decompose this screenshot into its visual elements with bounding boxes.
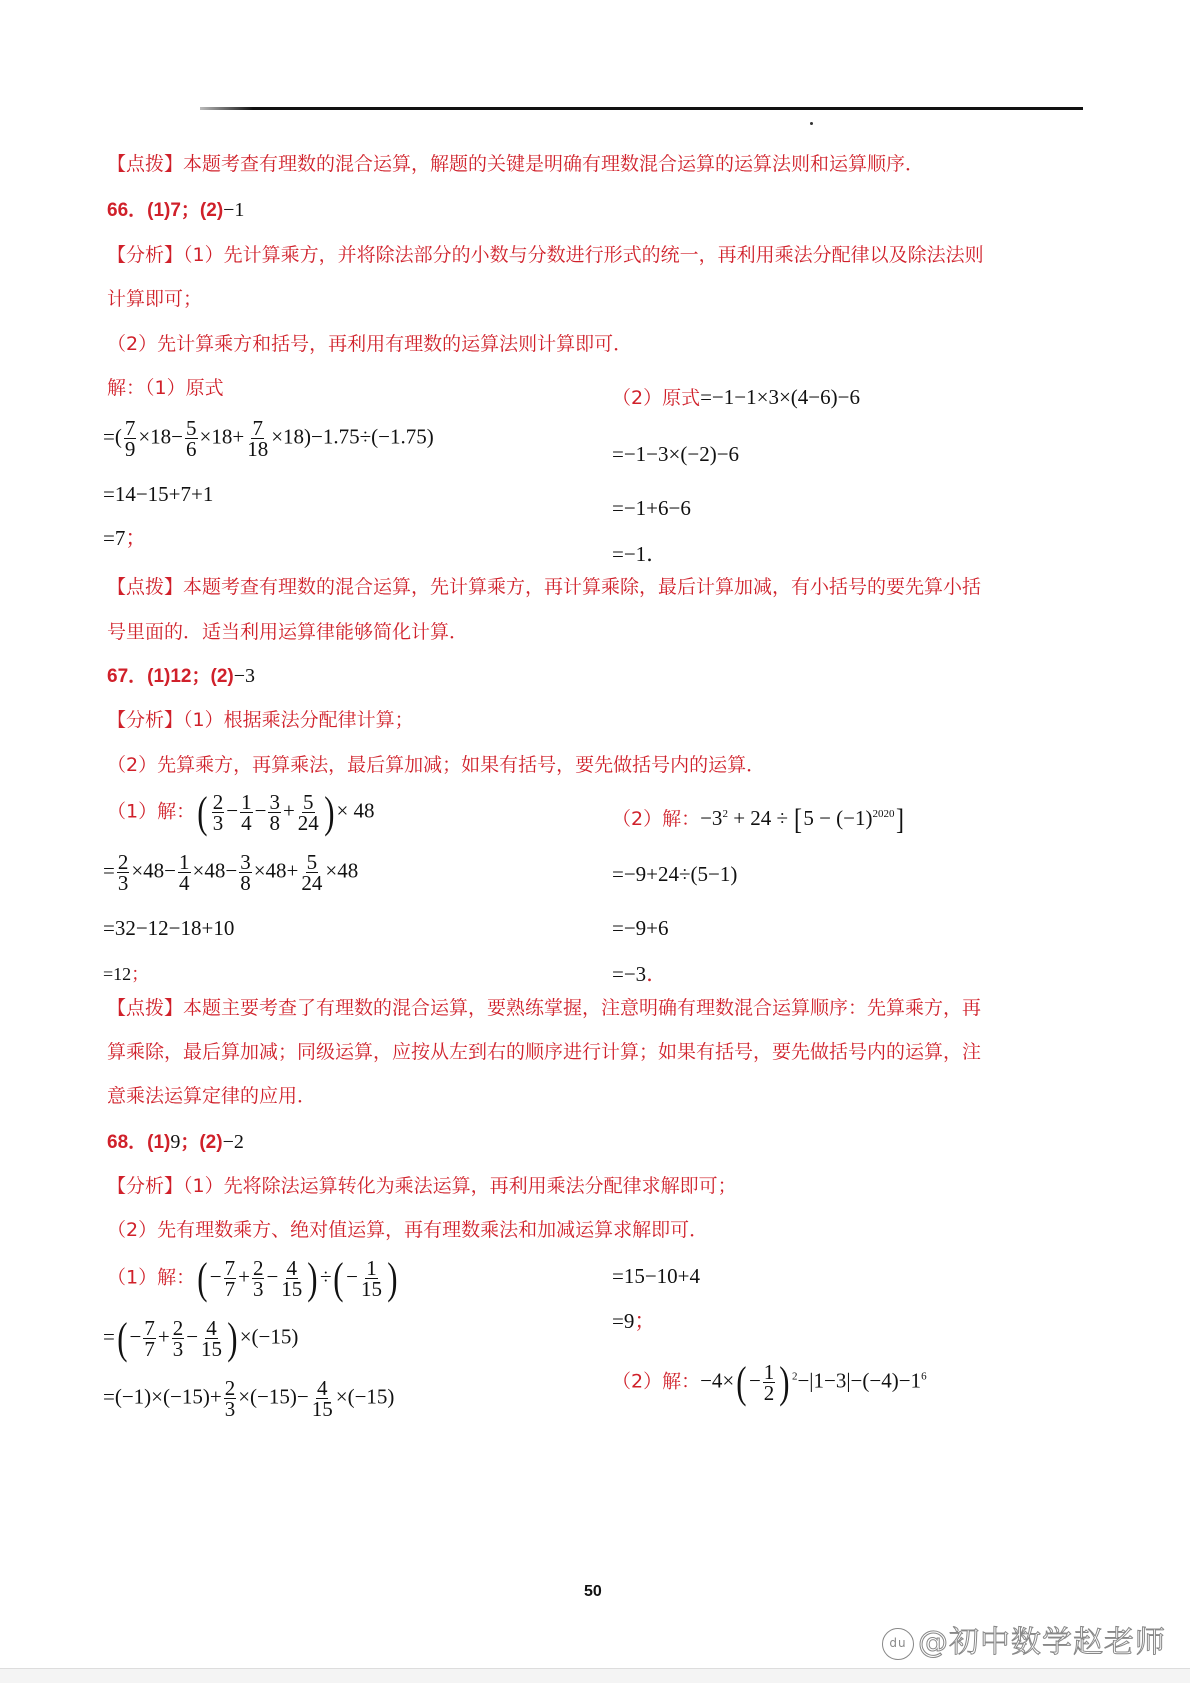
q67-sol1-line3: =32−12−18+10 bbox=[103, 916, 235, 940]
q67-sol1-line2: = $\frac{2}{3}$ ×48− $\frac{1}{4}$ ×48− $\frac{3}{8}$ ×48+ $\frac{5}{24}$ ×48 bbox=[103, 850, 359, 895]
q66-analysis-1: 【分析】（1）先计算乘方，并将除法部分的小数与分数进行形式的统一，再利用乘法分配律以及除法法则 bbox=[107, 244, 984, 266]
q68-sol1-line3: =(−1)×(−15)+ $\frac{2}{3}$ ×(−15)− $\frac{4}{15}$ ×(−15) bbox=[103, 1376, 395, 1421]
q67-sol1-line1: （1）解：( $\frac{2}{3}$ − $\frac{1}{4}$ − $\frac{3}{8}$ + $\frac{5}{24}$ ) × 48 bbox=[107, 787, 375, 837]
fraction: $\frac{7}{9}$ bbox=[124, 416, 136, 461]
q67-analysis-2: （2）先算乘方，再算乘法，最后算加减；如果有括号，要先做括号内的运算． bbox=[107, 754, 766, 776]
q66-sol2-line3: =−1+6−6 bbox=[612, 496, 691, 520]
q68-heading: 68．(1)9；(2)−2 bbox=[107, 1131, 244, 1153]
q68-sol1-line4: =15−10+4 bbox=[612, 1264, 701, 1288]
q66-sol2-line2: =−1−3×(−2)−6 bbox=[612, 442, 740, 466]
header-rule bbox=[200, 107, 1083, 110]
q67-tip-a: 【点拨】本题主要考查了有理数的混合运算，要熟练掌握，注意明确有理数混合运算顺序：先算乘方，再 bbox=[107, 997, 982, 1019]
q67-sol2-line3: =−9+6 bbox=[612, 916, 669, 940]
q66-sol1-line1: =( $\frac{7}{9}$ ×18− $\frac{5}{6}$ ×18+ $\frac{7}{18}$ ×18)−1.75÷(−1.75) bbox=[103, 416, 434, 461]
q68-sol1-line1: （1）解：( − $\frac{7}{7}$ + $\frac{2}{3}$ − $\frac{4}{15}$ ) ÷( − $\frac{1}{15}$ ) bbox=[107, 1253, 398, 1303]
q66-analysis-2: （2）先计算乘方和括号，再利用有理数的运算法则计算即可． bbox=[107, 333, 633, 355]
q67-sol2-line2: =−9+24÷(5−1) bbox=[612, 862, 738, 886]
q66-sol1-line3: =7； bbox=[103, 526, 147, 550]
baidu-paw-icon: du bbox=[882, 1628, 914, 1660]
bottom-edge bbox=[0, 1668, 1190, 1683]
q68-analysis-2: （2）先有理数乘方、绝对值运算，再有理数乘法和加减运算求解即可． bbox=[107, 1219, 709, 1241]
q67-sol2-line1: （2）解：$-3^2 + 24 \div [5 - (-1)^{2020}]$ bbox=[612, 803, 904, 837]
q66-tip-a: 【点拨】本题考查有理数的混合运算，先计算乘方，再计算乘除，最后计算加减，有小括号的要先算小括 bbox=[107, 576, 982, 598]
q66-sol2-line4: =−1． bbox=[612, 542, 668, 566]
tip-prev: 【点拨】本题考查有理数的混合运算，解题的关键是明确有理数混合运算的运算法则和运算顺序． bbox=[107, 153, 925, 175]
fraction: $\frac{5}{6}$ bbox=[186, 416, 197, 461]
header-mark bbox=[810, 122, 813, 125]
q67-tip-b: 算乘除，最后算加减；同级运算，应按从左到右的顺序进行计算；如果有括号，要先做括号内的运算，注 bbox=[107, 1041, 982, 1063]
q67-analysis-1: 【分析】（1）根据乘法分配律计算； bbox=[107, 709, 414, 731]
fraction: $\frac{7}{18}$ bbox=[247, 416, 269, 461]
q68-sol2-line1: （2）解：−4×( − $\frac{1}{2}$ ) $^2-|1-3|-(-4)-1^6$ bbox=[612, 1357, 927, 1407]
q66-analysis-1-cont: 计算即可； bbox=[107, 288, 203, 310]
q67-tip-c: 意乘法运算定律的应用． bbox=[107, 1085, 317, 1107]
q66-sol1-label: 解：（1）原式 bbox=[107, 377, 224, 399]
q66-sol2-line1: （2）原式=−1−1×3×(4−6)−6 bbox=[612, 385, 860, 409]
q67-sol1-line4: =12； bbox=[103, 964, 150, 984]
page-number: 50 bbox=[584, 1583, 602, 1600]
q66-tip-b: 号里面的．适当利用运算律能够简化计算． bbox=[107, 621, 469, 643]
q68-analysis-1: 【分析】（1）先将除法运算转化为乘法运算，再利用乘法分配律求解即可； bbox=[107, 1175, 737, 1197]
q68-sol1-line5: =9； bbox=[612, 1309, 656, 1333]
q66-sol1-line2: =14−15+7+1 bbox=[103, 482, 214, 506]
q68-sol1-line2: =( − $\frac{7}{7}$ + $\frac{2}{3}$ − $\frac{4}{15}$ ) ×(−15) bbox=[103, 1313, 299, 1363]
q67-sol2-line4: =−3． bbox=[612, 962, 668, 986]
q67-heading: 67．(1)12；(2)−3 bbox=[107, 665, 255, 687]
watermark: du @初中数学赵老师 bbox=[882, 1617, 1166, 1661]
q66-heading: 66．(1)7；(2)−1 bbox=[107, 199, 245, 221]
